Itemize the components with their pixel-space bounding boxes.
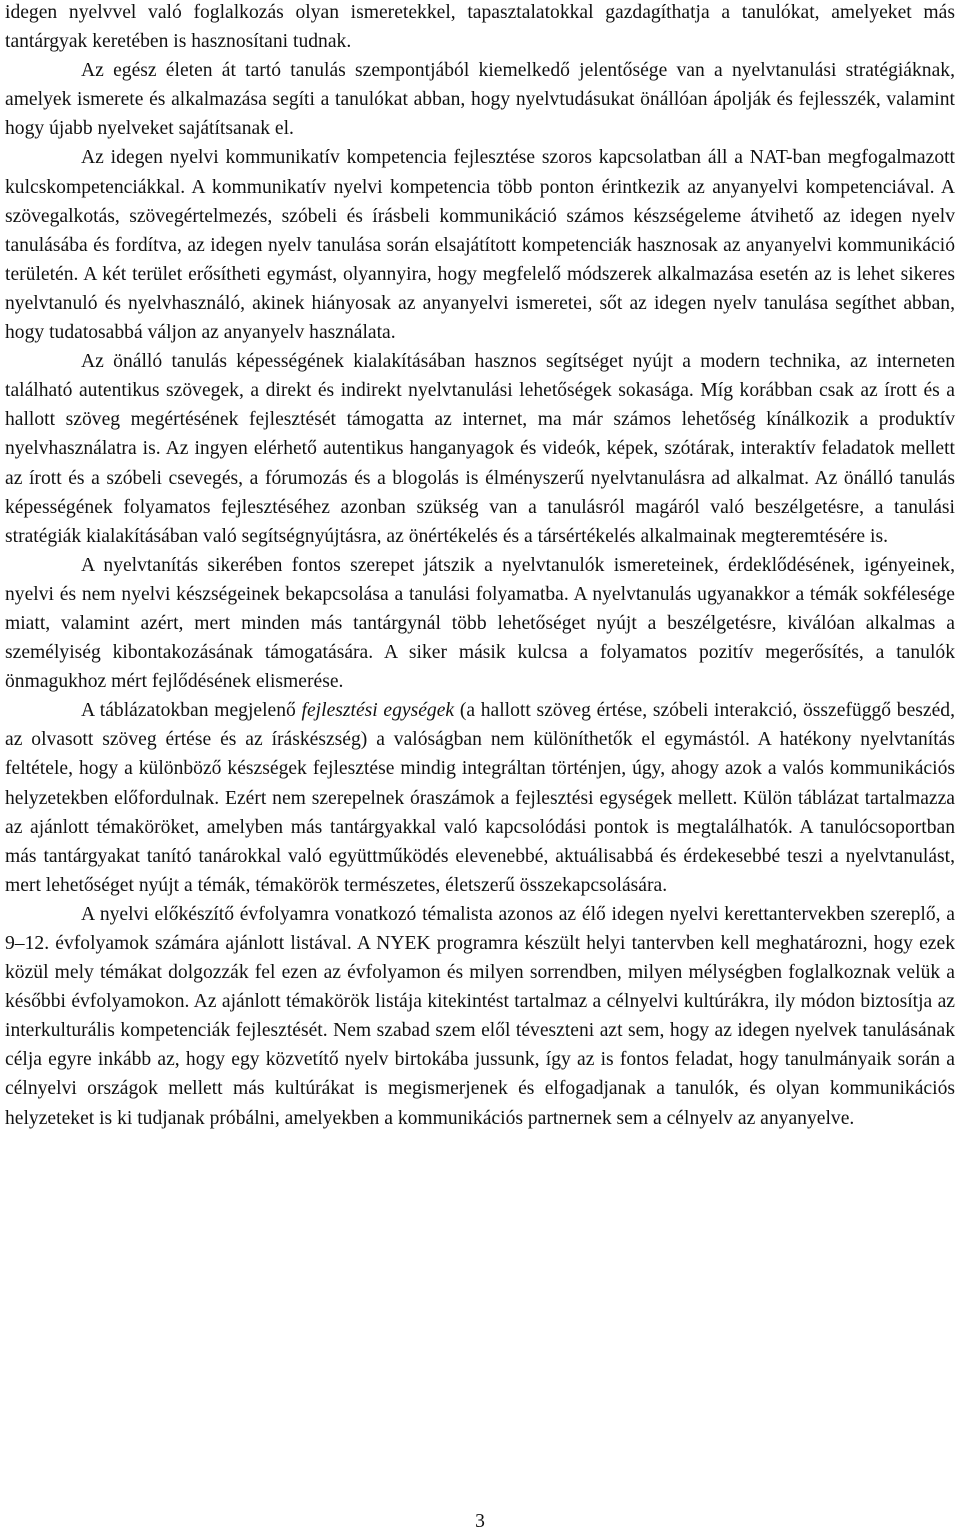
paragraph: [5, 551, 955, 696]
paragraph: [5, 347, 955, 551]
text-segment: idegen nyelvvel való foglalkozás olyan ismeretekkel, tapasztalatokkal gazdagíthatja a tanulókat, amelyeket más tantárgyak keretében is hasznosítani tudnak.: [5, 2, 955, 53]
text-segment: (a hallott szöveg értése, szóbeli interakció, összefüggő beszéd, az olvasott szöveg értése és az íráskészség) a valóságban nem különíthetők el egymástól. A hatékony nyelvtanítás feltétele, hogy a különböző készségek fejlesztése mindig integráltan történjen, úgy, ahogy azok a valós kommunikációs helyzetekben előfordulnak. Ezért nem szerepelnek óraszámok a fejlesztési egységek mellett. Külön táblázat tartalmazza az ajánlott témaköröket, amelyben más tantárgyakkal való kapcsolódási pontok is megtalálhatók. A tanulócsoportban más tantárgyakat tanító tanárokkal való együttműködés elevenebbé, aktuálisabbá és érdekesebbé teszi a nyelvtanulást, mert lehetőséget nyújt a témák, témakörök természetes, életszerű összekapcsolására.: [5, 700, 955, 896]
paragraph: [5, 900, 955, 1133]
paragraph: [5, 696, 955, 900]
text-segment: A nyelvi előkészítő évfolyamra vonatkozó témalista azonos az élő idegen nyelvi kerettantervekben szereplő, a 9–12. évfolyamok számára ajánlott listával. A NYEK programra készült helyi tantervben kell meghatározni, hogy ezek közül mely témákat dolgozzák fel ezen az évfolyamon és milyen sorrendben, milyen mélységben foglalkoznak velük a későbbi évfolyamokon. Az ajánlott témakörök listája kitekintést tartalmaz a célnyelvi kultúrákra, ily módon biztosítja az interkulturális kompetenciák fejlesztését. Nem szabad szem elől téveszteni azt sem, hogy az idegen nyelvek tanulásának célja egyre inkább az, hogy egy közvetítő nyelv birtokába jussunk, így az is fontos feladat, hogy tanulmányaik során a célnyelvi országok mellett más kultúrákat is megismerjenek és elfogadjanak a tanulók, és olyan kommunikációs helyzeteket is ki tudjanak próbálni, amelyekben a kommunikációs partnernek sem a célnyelv az anyanyelve.: [5, 903, 955, 1129]
text-segment: Az egész életen át tartó tanulás szempontjából kiemelkedő jelentősége van a nyelvtanulási stratégiáknak, amelyek ismerete és alkalmazása segíti a tanulókat abban, hogy nyelvtudásukat önállóan ápolják és fejlesszék, valamint hogy újabb nyelveket sajátítsanak el.: [5, 60, 955, 140]
text-segment: Az idegen nyelvi kommunikatív kompetencia fejlesztése szoros kapcsolatban áll a NAT-ban megfogalmazott kulcskompetenciákkal. A kommunikatív nyelvi kompetencia több ponton érintkezik az anyanyelvi kompetenciával. A szövegalkotás, szövegértelmezés, szóbeli és írásbeli kommunikáció számos készségeleme átvihető az idegen nyelv tanulásába és fordítva, az idegen nyelv tanulása során elsajátított kompetenciák hasznosak az anyanyelvi kommunikáció területén. A két terület erősítheti egymást, olyannyira, hogy megfelelő módszerek alkalmazása esetén az is lehet sikeres nyelvtanuló és nyelvhasználó, akinek hiányosak az anyanyelvi ismeretei, sőt az idegen nyelv tanulása segíthet abban, hogy tudatosabbá váljon az anyanyelv használata.: [5, 147, 955, 344]
paragraph: [5, 56, 955, 143]
text-segment: Az önálló tanulás képességének kialakításában hasznos segítséget nyújt a modern technika, az interneten található autentikus szövegek, a direkt és indirekt nyelvtanulási lehetőségek sokasága. Míg korábban csak az írott és a hallott szöveg megértésének fejlesztését támogatta az internet, ma már számos lehetőség kínálkozik a produktív nyelvhasználatra is. Az ingyen elérhető autentikus hanganyagok és videók, képek, szótárak, interaktív feladatok mellett az írott és a szóbeli csevegés, a fórumozás és a blogolás is élményszerű nyelvtanulásra ad alkalmat. Az önálló tanulás képességének folyamatos fejlesztéséhez azonban szükség van a tanulásról magáról való beszélgetésre, a tanulási stratégiák kialakításában való segítségnyújtásra, az önértékelés és a társértékelés alkalmainak megteremtésére is.: [5, 351, 955, 547]
italic-term: fejlesztési egységek: [301, 700, 455, 722]
paragraph: [5, 0, 955, 56]
text-segment: A nyelvtanítás sikerében fontos szerepet játszik a nyelvtanulók ismereteinek, érdeklődésének, igényeinek, nyelvi és nem nyelvi készségeinek bekapcsolása a tanulási folyamatba. A nyelvtanulás ugyanakkor a témák sokfélesége miatt, valamint azért, mert minden más tantárgynál több lehetőséget nyújt a beszélgetésre, kiválóan alkalmas a személyiség kibontakozásának támogatására. A siker másik kulcsa a folyamatos pozitív megerősítés, a tanulók önmagukhoz mért fejlődésének elismerése.: [5, 554, 955, 693]
text-segment: A táblázatokban megjelenő: [81, 700, 302, 722]
body-text: [5, 0, 955, 1133]
page-number: 3: [475, 1511, 485, 1532]
paragraph: [5, 143, 955, 347]
